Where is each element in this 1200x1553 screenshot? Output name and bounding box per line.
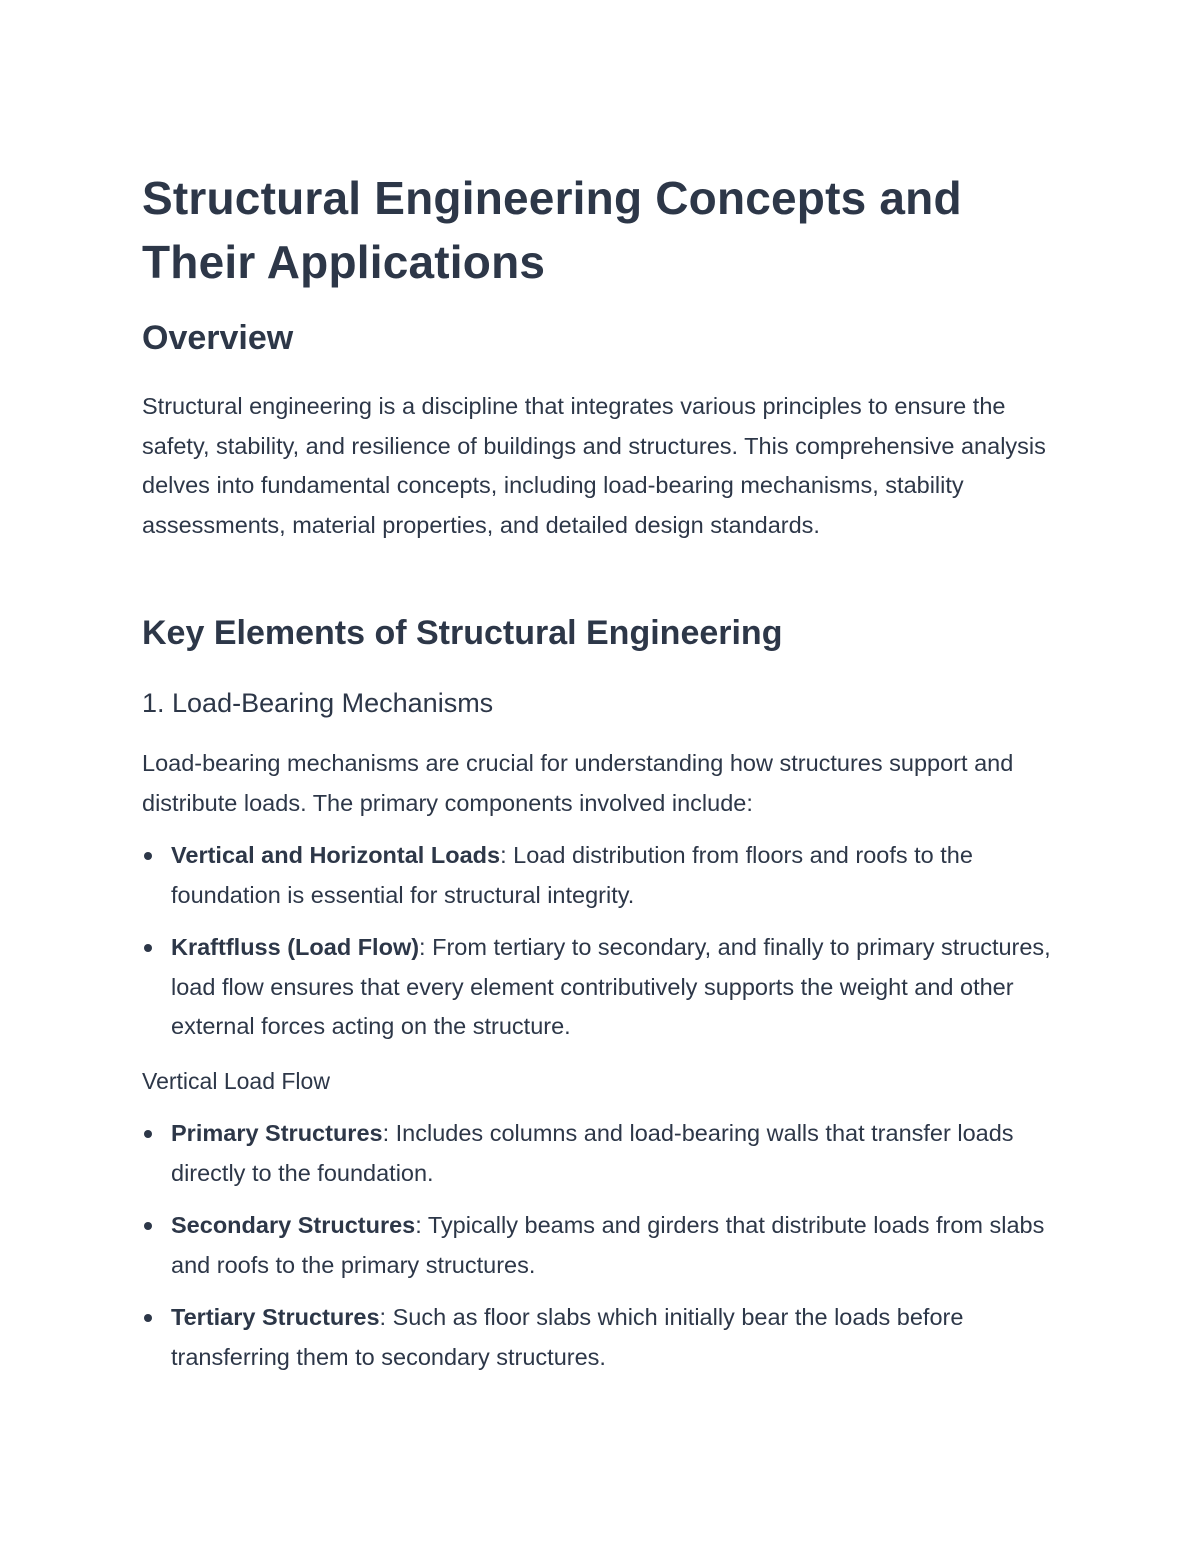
list-item-text: : Includes columns and load-bearing walls that transfer loads directly to the foundation. bbox=[171, 1120, 1014, 1186]
list-item-text: : Such as floor slabs which initially bear the loads before transferring them to secondary structures. bbox=[171, 1304, 964, 1370]
list-item bbox=[142, 1206, 1062, 1285]
load-flow-list bbox=[142, 1114, 1062, 1377]
bullet-icon bbox=[144, 1314, 152, 1322]
load-types-list bbox=[142, 836, 1062, 1047]
list-item-term: Primary Structures bbox=[171, 1120, 383, 1146]
overview-paragraph: Structural engineering is a discipline that integrates various principles to ensure the safety, stability, and resilience of buildings and structures. This comprehensive analysis delves into fundamental concepts, including load-bearing mechanisms, stability assessments, material properties, and detailed design standards. bbox=[142, 393, 1046, 538]
bullet-icon bbox=[144, 944, 152, 952]
list-item bbox=[142, 1114, 1062, 1193]
list-item-term: Vertical and Horizontal Loads bbox=[171, 842, 501, 868]
list-item-term: Secondary Structures bbox=[171, 1212, 416, 1238]
vertical-load-flow-subheading: Vertical Load Flow bbox=[142, 1068, 330, 1094]
load-bearing-intro: Load-bearing mechanisms are crucial for understanding how structures support and distribute loads. The primary components involved include: bbox=[142, 750, 1014, 816]
list-item-term: Kraftfluss (Load Flow) bbox=[171, 934, 420, 960]
bullet-icon bbox=[144, 1222, 152, 1230]
key-elements-heading: Key Elements of Structural Engineering bbox=[142, 614, 783, 652]
overview-heading: Overview bbox=[142, 319, 294, 357]
load-bearing-heading: 1. Load-Bearing Mechanisms bbox=[142, 688, 494, 718]
list-item bbox=[142, 928, 1062, 1047]
list-item bbox=[142, 1298, 1062, 1377]
bullet-icon bbox=[144, 852, 152, 860]
list-item bbox=[142, 836, 1062, 915]
list-item-text: : Load distribution from floors and roofs to the foundation is essential for structural integrity. bbox=[171, 842, 973, 908]
document-title: Structural Engineering Concepts and Their Applications bbox=[142, 172, 962, 288]
list-item-text: : Typically beams and girders that distribute loads from slabs and roofs to the primary structures. bbox=[171, 1212, 1045, 1278]
list-item-text: : From tertiary to secondary, and finally to primary structures, load flow ensures that every element contributively supports the weight and other external forces acting on the structure. bbox=[171, 934, 1051, 1039]
bullet-icon bbox=[144, 1130, 152, 1138]
list-item-term: Tertiary Structures bbox=[171, 1304, 380, 1330]
